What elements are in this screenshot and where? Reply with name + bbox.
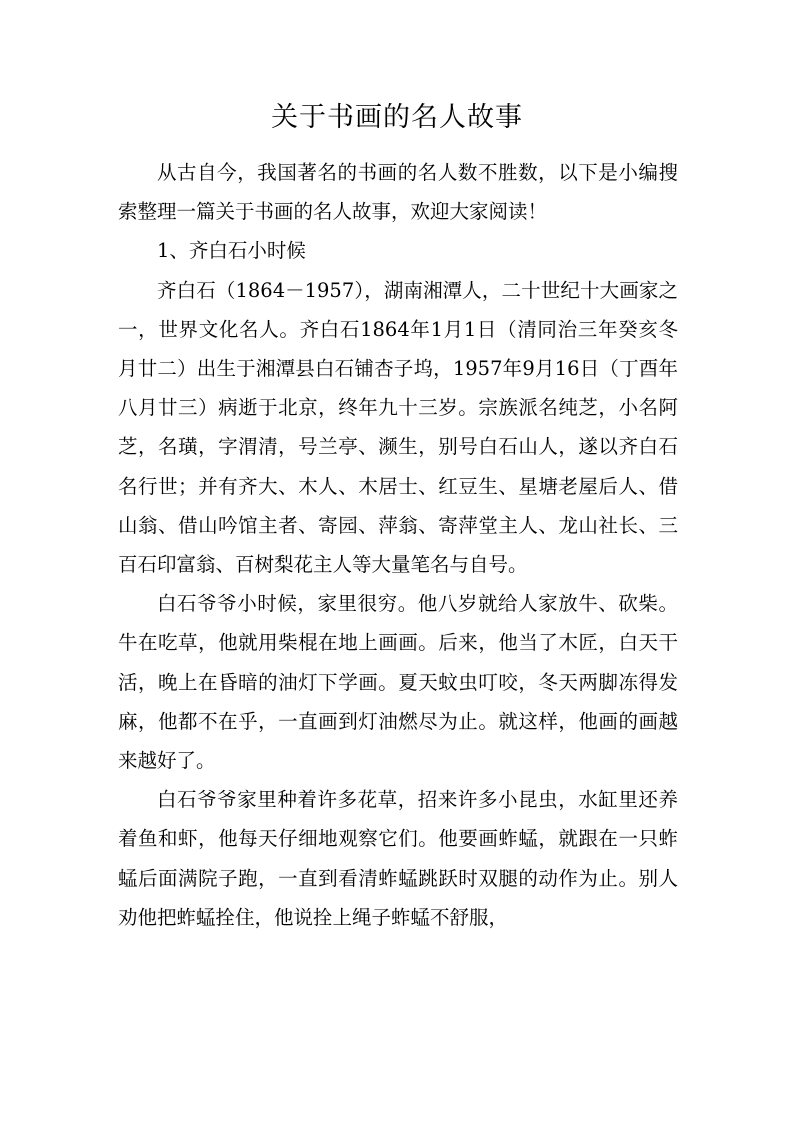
childhood-paragraph: 白石爷爷小时候，家里很穷。他八岁就给人家放牛、砍柴。牛在吃草，他就用柴棍在地上画画。后来，他当了木匠，白天干活，晚上在昏暗的油灯下学画。夏天蚊虫叮咬，冬天两脚冻得发麻，他都不在乎，一直画到灯油燃尽为止。就这样，他画的画越来越好了。 <box>118 592 678 773</box>
section-heading: 1、齐白石小时候 <box>157 239 306 263</box>
document-body <box>118 153 678 937</box>
biography-paragraph: 齐白石（1864－1957），湖南湘潭人，二十世纪十大画家之一，世界文化名人。齐白石1864年1月1日（清同治三年癸亥冬月廿二）出生于湘潭县白石铺杏子坞，1957年9月16日（丁酉年八月廿三）病逝于北京，终年九十三岁。宗族派名纯芝，小名阿芝，名璜，字渭清，号兰亭、濒生，别号白石山人，遂以齐白石名行世；并有齐大、木人、木居士、红豆生、星塘老屋后人、借山翁、借山吟馆主者、寄园、萍翁、寄萍堂主人、龙山社长、三百石印富翁、百树梨花主人等大量笔名与自号。 <box>118 278 678 577</box>
intro-paragraph: 从古自今，我国著名的书画的名人数不胜数，以下是小编搜索整理一篇关于书画的名人故事，欢迎大家阅读！ <box>118 161 678 224</box>
document-title: 关于书画的名人故事 <box>271 102 523 133</box>
observation-paragraph: 白石爷爷家里种着许多花草，招来许多小昆虫，水缸里还养着鱼和虾，他每天仔细地观察它们。他要画蚱蜢，就跟在一只蚱蜢后面满院子跑，一直到看清蚱蜢跳跃时双腿的动作为止。别人劝他把蚱蜢拴住，他说拴上绳子蚱蜢不舒服， <box>118 788 678 929</box>
